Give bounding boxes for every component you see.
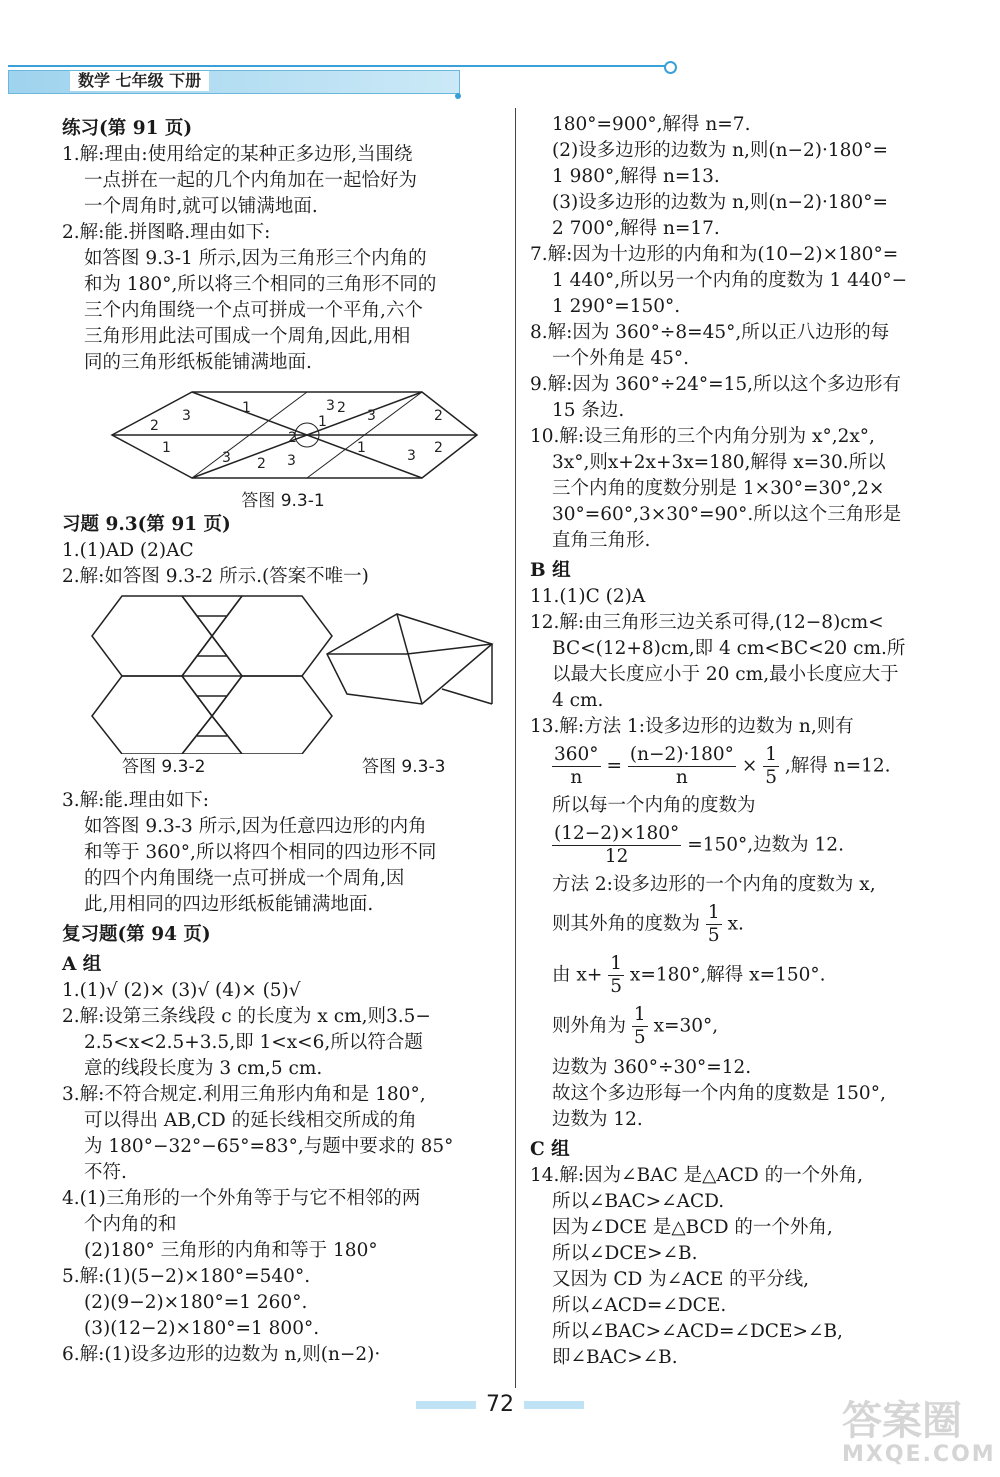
text-line: (2)(9−2)×180°=1 260°. (84, 1292, 308, 1313)
equation-line (530, 902, 970, 947)
page-deco-left (416, 1401, 476, 1409)
text-line: 因为∠DCE 是△BCD 的一个外角, (552, 1217, 833, 1238)
text-line: 一个周角时,就可以铺满地面. (84, 196, 318, 217)
text-line: 180°=900°,解得 n=7. (552, 114, 751, 135)
text-line: 一个外角是 45°. (552, 348, 690, 369)
text-line: 15 条边. (552, 400, 625, 421)
text-line: 2.解:设第三条线段 c 的长度为 x cm,则3.5− (62, 1006, 431, 1027)
text-line: (2)设多边形的边数为 n,则(n−2)·180°= (552, 140, 888, 161)
text-line: 为 180°−32°−65°=83°,与题中要求的 85° (84, 1136, 454, 1157)
header-title: 数学 七年级 下册 (70, 71, 209, 91)
equation-text: 则其外角的度数为 (552, 913, 701, 935)
text-line: 方法 2:设多边形的一个内角的度数为 x, (552, 874, 876, 895)
header-rule (8, 65, 668, 67)
text-line: 所以每一个内角的度数为 (552, 795, 756, 816)
section-heading: 复习题(第 94 页) (62, 924, 211, 945)
equation-text: = (606, 755, 622, 777)
text-line: 三角形用此法可围成一个周角,因此,用相 (84, 326, 411, 347)
text-line: (2)180° 三角形的内角和等于 180° (84, 1240, 378, 1261)
left-block-2 (62, 512, 504, 590)
text-line: 2.解:如答图 9.3-2 所示.(答案不唯一) (62, 566, 369, 587)
watermark-logo (842, 1398, 996, 1470)
angle-label: 3 (222, 450, 231, 466)
text-line: 边数为 12. (552, 1109, 643, 1130)
text-line: 即∠BAC>∠B. (552, 1347, 678, 1368)
angle-label: 2 (150, 418, 159, 434)
text-line: 所以∠ACD=∠DCE. (552, 1295, 727, 1316)
text-line: 和等于 360°,所以将四个相同的四边形不同 (84, 842, 437, 863)
text-line: 故这个多边形每一个内角的度数是 150°, (552, 1083, 886, 1104)
angle-label: 3 (287, 453, 296, 469)
page-header (0, 62, 1000, 102)
text-line: 如答图 9.3-1 所示,因为三角形三个内角的 (84, 248, 427, 269)
text-line: 此,用相同的四边形纸板能铺满地面. (84, 894, 374, 915)
text-line: 又因为 CD 为∠ACE 的平分线, (552, 1269, 810, 1290)
section-heading: C 组 (530, 1139, 570, 1160)
text-line: 的四个内角围绕一点可拼成一个周角,因 (84, 868, 405, 889)
text-line: 3x°,则x+2x+3x=180,解得 x=30.所以 (552, 452, 886, 473)
figure-9-3-1 (62, 380, 504, 511)
text-line: 2.解:能.拼图略.理由如下: (62, 222, 271, 243)
tiling-diagrams (62, 594, 502, 754)
text-line: (3)(12−2)×180°=1 800°. (84, 1318, 320, 1339)
text-line: 1 440°,所以另一个内角的度数为 1 440°− (552, 270, 908, 291)
fraction: $\frac{(12-2)\times 180^\circ}{12}$ (554, 823, 680, 867)
angle-label: 3 (182, 408, 191, 424)
section-heading: 习题 9.3(第 91 页) (62, 514, 231, 535)
text-line: 13.解:方法 1:设多边形的边数为 n,则有 (530, 716, 854, 737)
text-line: 4 cm. (552, 690, 604, 711)
text-line: 2.5<x<2.5+3.5,即 1<x<6,所以符合题 (84, 1032, 423, 1053)
text-line: 7.解:因为十边形的内角和为(10−2)×180°= (530, 244, 899, 265)
left-block-3 (62, 788, 504, 1368)
figures-9-3-2-and-3 (62, 594, 504, 784)
fraction: $\frac{1}{5}$ (633, 1004, 646, 1048)
text-line: 不符. (84, 1162, 127, 1183)
angle-label: 1 (318, 414, 327, 430)
text-line: 意的线段长度为 3 cm,5 cm. (84, 1058, 323, 1079)
fraction: $\frac{1}{5}$ (707, 902, 720, 946)
text-line: 所以∠DCE>∠B. (552, 1243, 698, 1264)
text-line: 1.解:理由:使用给定的某种正多边形,当围绕 (62, 144, 413, 165)
section-heading: A 组 (62, 954, 102, 975)
figure-caption: 答图 9.3-3 (362, 757, 446, 777)
text-line: 9.解:因为 360°÷24°=15,所以这个多边形有 (530, 374, 902, 395)
text-line: 同的三角形纸板能铺满地面. (84, 352, 312, 373)
left-block-1 (62, 116, 504, 376)
column-divider (515, 108, 516, 1388)
text-line: 三个内角围绕一个点可拼成一个平角,六个 (84, 300, 423, 321)
equation-text: =150°,边数为 12. (687, 834, 844, 856)
fraction: $\frac{(n-2)\cdot 180^\circ}{n}$ (629, 744, 734, 788)
text-line: 5.解:(1)(5−2)×180°=540°. (62, 1266, 311, 1287)
text-line: 所以∠BAC>∠ACD. (552, 1191, 725, 1212)
angle-label: 1 (357, 440, 366, 456)
angle-label: 3 (407, 448, 416, 464)
angle-label: 1 (242, 400, 251, 416)
angle-label: 2 (337, 400, 346, 416)
angle-label: 2 (434, 440, 443, 456)
text-line: 8.解:因为 360°÷8=45°,所以正八边形的每 (530, 322, 890, 343)
text-line: 三个内角的度数分别是 1×30°=30°,2× (552, 478, 885, 499)
equation-text: x=180°,解得 x=150°. (629, 964, 826, 986)
text-line: 10.解:设三角形的三个内角分别为 x°,2x°, (530, 426, 875, 447)
text-line: 12.解:由三角形三边关系可得,(12−8)cm< (530, 612, 884, 633)
left-column (62, 112, 504, 1368)
text-line: 1 290°=150°. (552, 296, 681, 317)
watermark-url: MXQE.COM (842, 1442, 996, 1467)
text-line: 直角三角形. (552, 530, 651, 551)
text-line: 3.解:能.理由如下: (62, 790, 209, 811)
text-line: 6.解:(1)设多边形的边数为 n,则(n−2)· (62, 1344, 381, 1365)
fraction: $\frac{1}{5}$ (610, 953, 622, 997)
text-line: 2 700°,解得 n=17. (552, 218, 720, 239)
angle-label: 2 (288, 430, 297, 446)
text-line: (3)设多边形的边数为 n,则(n−2)·180°= (552, 192, 888, 213)
equation-line (530, 823, 970, 868)
section-heading: B 组 (530, 560, 571, 581)
fraction: $\frac{1}{5}$ (765, 744, 777, 788)
header-dot-small (455, 93, 461, 99)
triangle-tiling-diagram (62, 380, 502, 480)
text-line: 边数为 360°÷30°=12. (552, 1057, 752, 1078)
right-block-2 (530, 1055, 970, 1371)
page-deco-right (524, 1401, 584, 1409)
equation-text: ,解得 n=12. (784, 755, 891, 777)
text-line: 11.(1)C (2)A (530, 586, 646, 607)
text-line: 和为 180°,所以将三个相同的三角形不同的 (84, 274, 437, 295)
fraction: $\frac{360^\circ}{n}$ (554, 744, 599, 788)
angle-label: 2 (257, 456, 266, 472)
text-line: 3.解:不符合规定.利用三角形内角和是 180°, (62, 1084, 426, 1105)
angle-label: 2 (434, 408, 443, 424)
text-line: 14.解:因为∠BAC 是△ACD 的一个外角, (530, 1165, 863, 1186)
equation-text: x. (727, 913, 744, 935)
text-line: 4.(1)三角形的一个外角等于与它不相邻的两 (62, 1188, 421, 1209)
section-heading: 练习(第 91 页) (62, 118, 193, 139)
text-line: 个内角的和 (84, 1214, 177, 1235)
angle-label: 3 (367, 408, 376, 424)
right-column (530, 112, 970, 1371)
page-number: 72 (486, 1392, 514, 1417)
text-line: 1 980°,解得 n=13. (552, 166, 720, 187)
text-line: 如答图 9.3-3 所示,因为任意四边形的内角 (84, 816, 427, 837)
equation-text: 由 x+ (552, 964, 603, 986)
header-dot (664, 61, 677, 74)
right-block-1 (530, 112, 970, 740)
text-line: 所以∠BAC>∠ACD=∠DCE>∠B, (552, 1321, 843, 1342)
text-line: 1.(1)AD (2)AC (62, 540, 194, 561)
angle-label: 3 (326, 398, 335, 414)
watermark-text: 答案圈 (842, 1398, 962, 1444)
equation-line (530, 1004, 970, 1049)
figure-caption: 答图 9.3-2 (122, 757, 206, 777)
text-line: 一点拼在一起的几个内角加在一起恰好为 (84, 170, 418, 191)
angle-label: 1 (162, 440, 171, 456)
text-line: 30°=60°,3×30°=90°.所以这个三角形是 (552, 504, 902, 525)
text-line: 可以得出 AB,CD 的延长线相交所成的角 (84, 1110, 417, 1131)
equation-text: 则外角为 (552, 1015, 627, 1037)
equation-text: × (741, 755, 758, 777)
figure-caption: 答图 9.3-1 (241, 491, 325, 511)
text-line: 1.(1)√ (2)× (3)√ (4)× (5)√ (62, 980, 301, 1001)
text-line: BC<(12+8)cm,即 4 cm<BC<20 cm.所 (552, 638, 906, 659)
equation-text: x=30°, (653, 1015, 719, 1037)
equation-line (530, 953, 970, 998)
equation-line (530, 744, 970, 789)
text-line: 以最大长度应小于 20 cm,最小长度应大于 (552, 664, 899, 685)
